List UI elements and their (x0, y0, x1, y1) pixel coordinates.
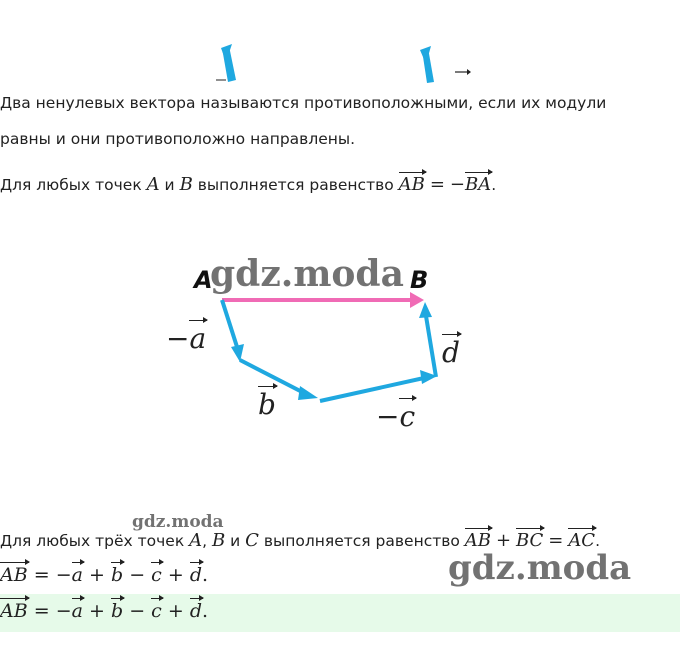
formula-line-1: AB = −a + b − c + d. (0, 564, 209, 586)
equality-line-1: Для любых точек A и B выполняется равенство AB = −BA. (0, 174, 497, 195)
point-label-B: B (410, 266, 429, 294)
vector-BA: BA (464, 174, 492, 195)
definition-line-1: Два ненулевых вектора называются противоположными, если их модули (0, 94, 607, 112)
vector-AB-2: AB (464, 530, 492, 551)
vector-minus-a (222, 300, 238, 350)
vector-AB-pink-head (410, 292, 424, 308)
watermark-small: gdz.moda (132, 512, 224, 532)
watermark-bottom: gdz.moda (448, 548, 632, 588)
label-d: d (442, 336, 460, 369)
vector-d-head (419, 302, 432, 318)
vector-d (426, 316, 436, 377)
label-minus-c: −c (376, 400, 416, 433)
label-minus-a: −a (166, 322, 207, 355)
vector-BC: BC (516, 530, 544, 551)
equality-line-2: Для любых трёх точек A, B и C выполняется равенство AB + BC = AC. (0, 530, 601, 551)
point-label-A: A (194, 266, 213, 294)
formula-line-answer: AB = −a + b − c + d. (0, 600, 209, 622)
vector-AC: AC (568, 530, 596, 551)
definition-line-2: равны и они противоположно направлены. (0, 130, 356, 148)
vector-AB: AB (398, 174, 425, 195)
label-b: b (258, 388, 276, 421)
vector-b-head (298, 386, 318, 400)
watermark-center: gdz.moda (210, 253, 404, 295)
